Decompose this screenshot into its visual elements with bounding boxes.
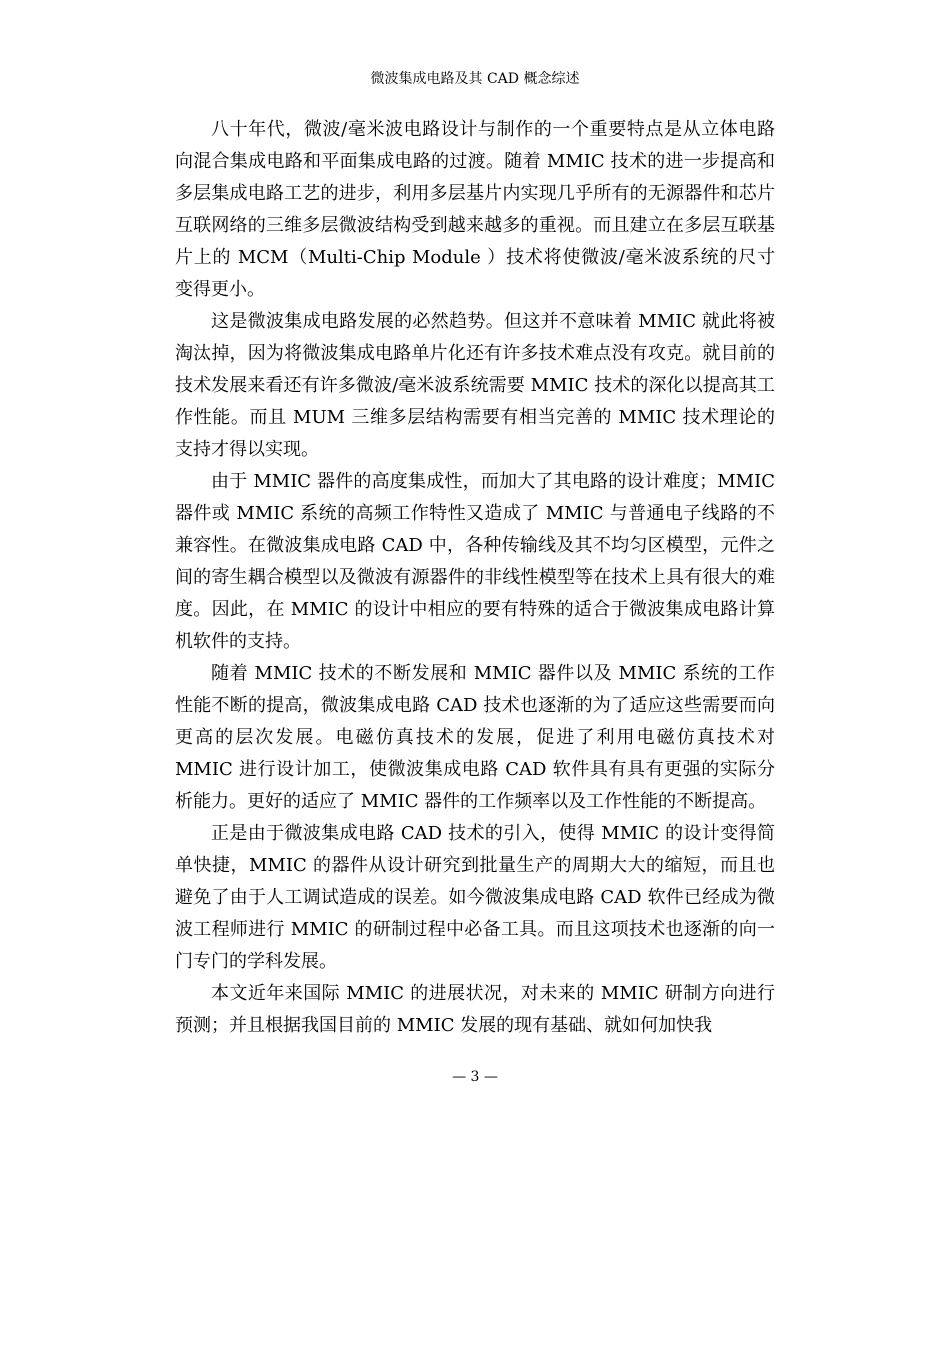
page-number: — 3 — [452,1069,498,1085]
page-header: 微波集成电路及其 CAD 概念综述 [370,71,580,87]
paragraph-1: 八十年代，微波/毫米波电路设计与制作的一个重要特点是从立体电路向混合集成电路和平面集成电路的过渡。随着 MMIC 技术的进一步提高和多层集成电路工艺的进步，利用多层基片内实现几乎所有的无源器件和芯片互联网络的三维多层微波结构受到越来越多的重视。而且建立在多层互联基片上的 MCM（Multi-Chip Module ）技术将使微波/毫米波系统的尺寸变得更小。 [175,119,775,300]
paragraph-4: 随着 MMIC 技术的不断发展和 MMIC 器件以及 MMIC 系统的工作性能不断的提高，微波集成电路 CAD 技术也逐渐的为了适应这些需要而向更高的层次发展。电磁仿真技术的发展，促进了利用电磁仿真技术对 MMIC 进行设计加工，使微波集成电路 CAD 软件具有具有更强的实际分析能力。更好的适应了 MMIC 器件的工作频率以及工作性能的不断提高。 [175,663,775,812]
paragraph-6: 本文近年来国际 MMIC 的进展状况，对未来的 MMIC 研制方向进行预测；并且根据我国目前的 MMIC 发展的现有基础、就如何加快我 [175,983,775,1036]
paragraph-3: 由于 MMIC 器件的高度集成性，而加大了其电路的设计难度；MMIC 器件或 MMIC 系统的高频工作特性又造成了 MMIC 与普通电子线路的不兼容性。在微波集成电路 CAD 中，各种传输线及其不均匀区模型，元件之间的寄生耦合模型以及微波有源器件的非线性模型等在技术上具有很大的难度。因此，在 MMIC 的设计中相应的要有特殊的适合于微波集成电路计算机软件的支持。 [175,471,775,652]
body-text [175,114,775,1042]
paragraph-5: 正是由于微波集成电路 CAD 技术的引入，使得 MMIC 的设计变得简单快捷，MMIC 的器件从设计研究到批量生产的周期大大的缩短，而且也避免了由于人工调试造成的误差。如今微波集成电路 CAD 软件已经成为微波工程师进行 MMIC 的研制过程中必备工具。而且这项技术也逐渐的向一门专门的学科发展。 [175,823,775,972]
paragraph-2: 这是微波集成电路发展的必然趋势。但这并不意味着 MMIC 就此将被淘汰掉，因为将微波集成电路单片化还有许多技术难点没有攻克。就目前的技术发展来看还有许多微波/毫米波系统需要 MMIC 技术的深化以提高其工作性能。而且 MUM 三维多层结构需要有相当完善的 MMIC 技术理论的支持才得以实现。 [175,311,775,460]
